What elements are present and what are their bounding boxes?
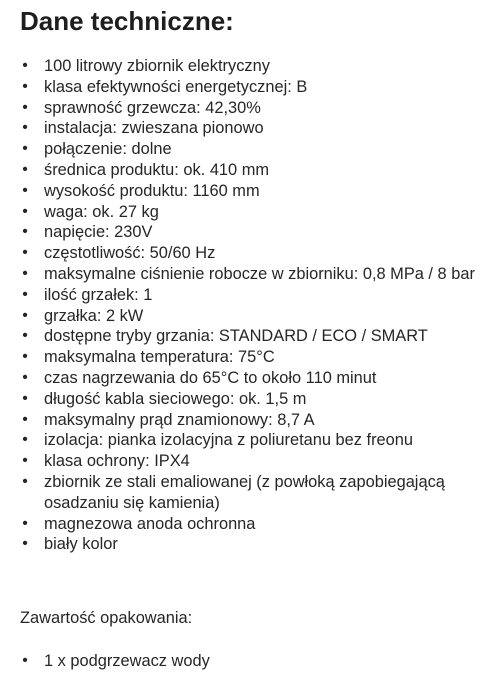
bullet-icon: • (22, 264, 28, 282)
list-item (0, 285, 497, 306)
bullet-icon: • (22, 368, 28, 386)
bullet-icon: • (22, 327, 28, 345)
list-item-text: napięcie: 230V (44, 223, 153, 242)
page-title: Dane techniczne: (20, 6, 234, 36)
list-item (0, 222, 497, 243)
list-item-text: instalacja: zwieszana pionowo (44, 119, 264, 138)
list-item-text: 1 x podgrzewacz wody (44, 652, 210, 670)
list-item (0, 118, 497, 139)
bullet-icon: • (22, 452, 28, 470)
list-item (0, 651, 497, 672)
list-item-text: długość kabla sieciowego: ok. 1,5 m (44, 389, 307, 408)
list-item-text: magnezowa anoda ochronna (44, 514, 256, 533)
list-item (0, 472, 497, 514)
list-item (0, 368, 497, 389)
bullet-icon: • (22, 77, 28, 95)
bullet-icon: • (22, 285, 28, 303)
list-item (0, 410, 497, 431)
bullet-icon: • (22, 348, 28, 366)
bullet-icon: • (22, 306, 28, 324)
list-item (0, 326, 497, 347)
list-item (0, 243, 497, 264)
bullet-icon: • (22, 202, 28, 220)
bullet-icon: • (22, 652, 28, 669)
bullet-icon: • (22, 472, 28, 490)
list-item (0, 77, 497, 98)
list-item (0, 264, 497, 285)
list-item-text: izolacja: pianka izolacyjna z poliuretanu bez freonu (44, 431, 414, 450)
list-item (0, 56, 497, 77)
bullet-icon: • (22, 119, 28, 137)
bullet-icon: • (22, 223, 28, 241)
bullet-icon: • (22, 98, 28, 116)
list-item-text: częstotliwość: 50/60 Hz (44, 244, 216, 263)
bullet-icon: • (22, 431, 28, 449)
list-item (0, 139, 497, 160)
list-item-text: sprawność grzewcza: 42,30% (44, 98, 261, 117)
list-item-text: klasa efektywności energetycznej: B (44, 77, 308, 96)
list-item-text: biały kolor (44, 535, 118, 554)
list-item (0, 202, 497, 223)
list-item (0, 430, 497, 451)
list-item-text: maksymalna temperatura: 75°C (44, 348, 275, 367)
bullet-icon: • (22, 140, 28, 158)
list-item-text: grzałka: 2 kW (44, 306, 144, 325)
bullet-icon: • (22, 160, 28, 178)
list-item (0, 181, 497, 202)
list-item (0, 534, 497, 555)
list-item-text: waga: ok. 27 kg (44, 202, 159, 221)
list-item-text: maksymalne ciśnienie robocze w zbiorniku: 0,8 MPa / 8 bar (44, 264, 475, 283)
list-item-text: 100 litrowy zbiornik elektryczny (44, 57, 270, 75)
list-item (0, 451, 497, 472)
list-item-text: ilość grzałek: 1 (44, 285, 153, 304)
list-item-text: wysokość produktu: 1160 mm (44, 181, 260, 200)
list-item (0, 98, 497, 119)
list-item (0, 306, 497, 327)
list-item-text: maksymalny prąd znamionowy: 8,7 A (44, 410, 315, 429)
list-item-text: dostępne tryby grzania: STANDARD / ECO / SMART (44, 327, 428, 346)
list-item-text: średnica produktu: ok. 410 mm (44, 160, 270, 179)
bullet-icon: • (22, 57, 28, 74)
list-item-text: połączenie: dolne (44, 140, 172, 159)
bullet-icon: • (22, 535, 28, 553)
bullet-icon: • (22, 181, 28, 199)
list-item-text: klasa ochrony: IPX4 (44, 452, 190, 471)
list-item-text: zbiornik ze stali emaliowanej (z powłoką zapobiegającą osadzaniu się kamienia) (44, 472, 445, 512)
bullet-icon: • (22, 410, 28, 428)
list-item-text: czas nagrzewania do 65°C to około 110 minut (44, 368, 377, 387)
list-item (0, 389, 497, 410)
package-contents-heading: Zawartość opakowania: (20, 609, 193, 627)
list-item (0, 347, 497, 368)
bullet-icon: • (22, 514, 28, 532)
list-item (0, 160, 497, 181)
bullet-icon: • (22, 244, 28, 262)
spec-list (0, 56, 497, 555)
list-item (0, 514, 497, 535)
package-contents-list (0, 651, 497, 672)
bullet-icon: • (22, 389, 28, 407)
